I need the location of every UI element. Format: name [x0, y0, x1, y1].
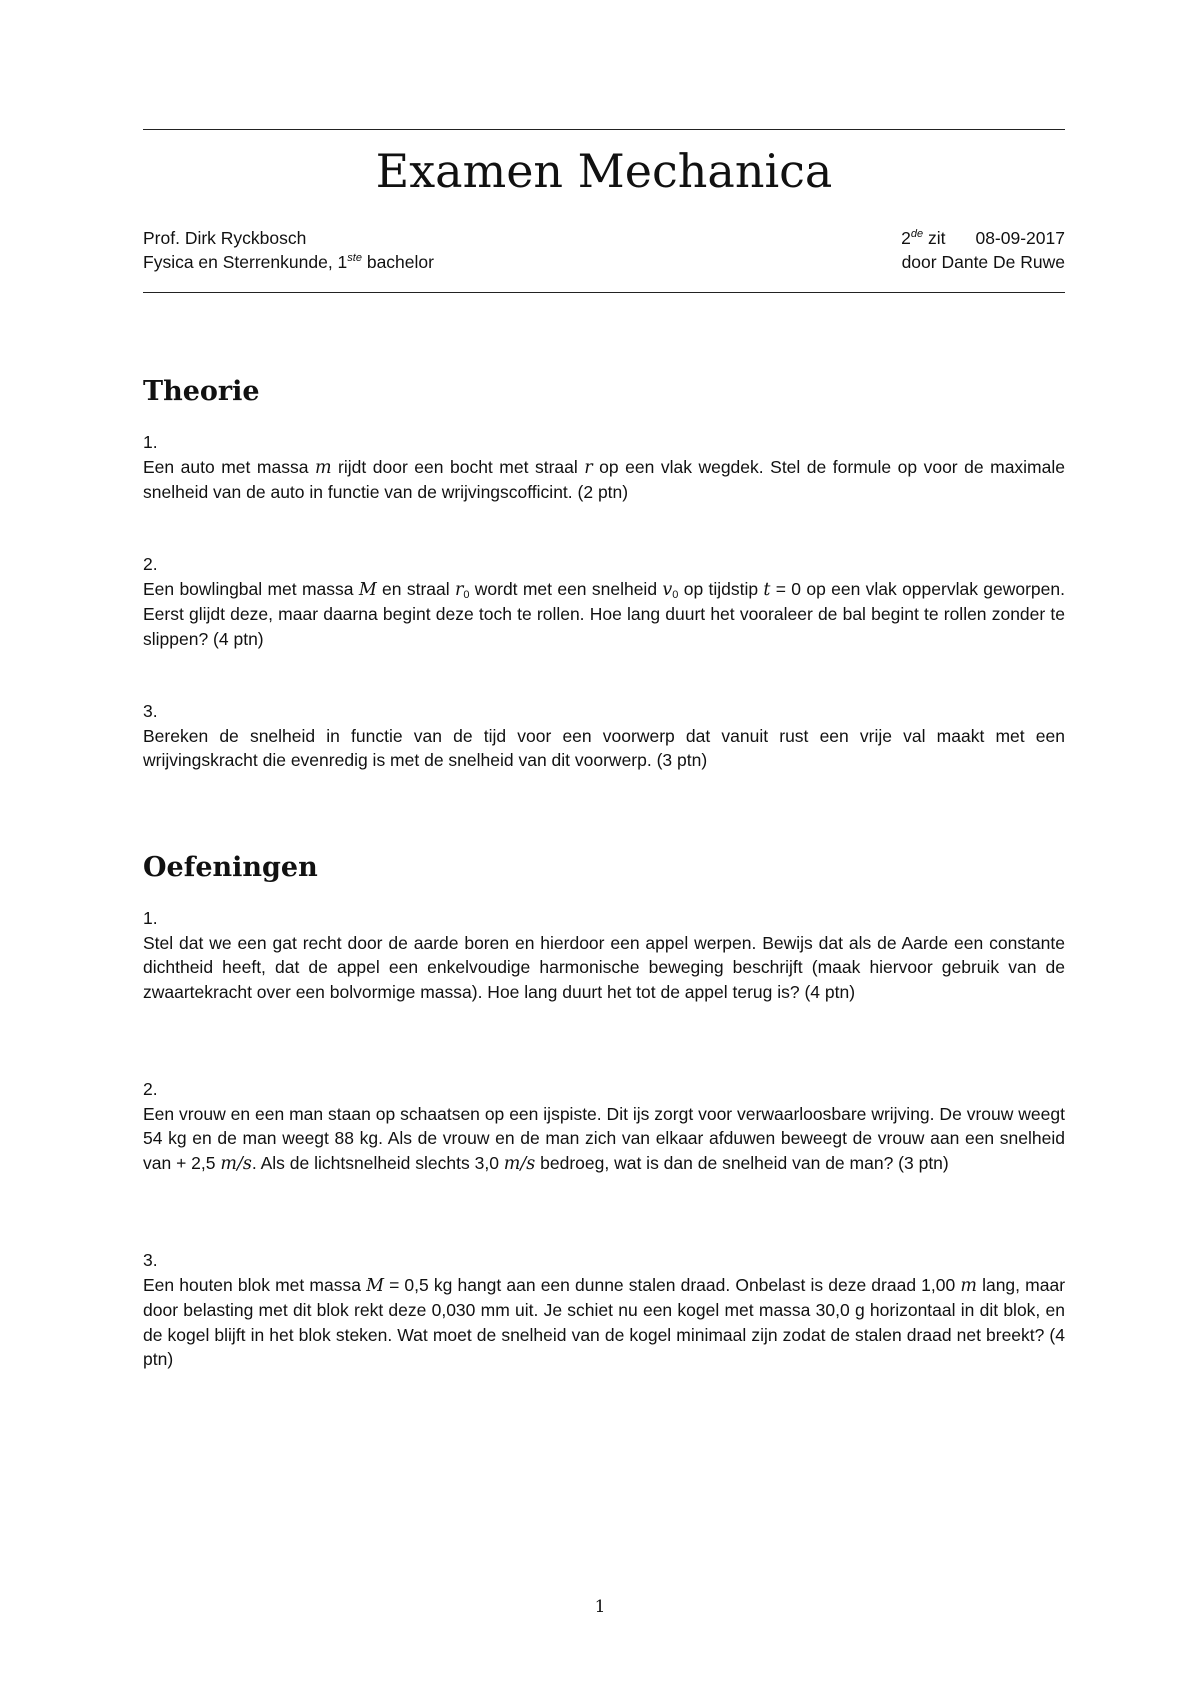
program-prefix: Fysica en Sterrenkunde, 1	[143, 252, 348, 272]
question-text: Een bowlingbal met massa M en straal $r_0$ wordt met een snelheid $v_0$ op tijdstip t = 0 op een vlak oppervlak geworpen. Eerst glijdt deze, maar daarna begint deze toch te rollen. Hoe lang duurt het vooraleer de bal begint te rollen zonder te slippen? (4 ptn)	[143, 578, 1065, 649]
page-title: Examen Mechanica	[375, 144, 833, 198]
header-bottom-rule	[143, 292, 1065, 293]
theory-question-3	[143, 699, 1065, 773]
question-number: 2.	[143, 554, 158, 574]
question-text: Een vrouw en een man staan op schaatsen op een ijspiste. Dit ijs zorgt voor verwaarloosbare wrijving. De vrouw weegt 54 kg en de man weegt 88 kg. Als de vrouw en de man zich van elkaar afduwen beweegt de vrouw aan een snelheid van + 2,5 m/s. Als de lichtsnelheid slechts 3,0 m/s bedroeg, wat is dan de snelheid van de man? (3 ptn)	[143, 1103, 1065, 1174]
author-name: door Dante De Ruwe	[901, 252, 1065, 272]
question-number: 3.	[143, 701, 158, 721]
theory-question-2	[143, 552, 1065, 651]
session-info	[901, 226, 1065, 251]
question-number: 1.	[143, 908, 158, 928]
exercise-question-1	[143, 906, 1065, 1004]
question-text: Een houten blok met massa M = 0,5 kg hangt aan een dunne stalen draad. Onbelast is deze draad 1,00 m lang, maar door belasting met dit blok rekt deze 0,030 mm uit. Je schiet nu een kogel met massa 30,0 g horizontaal in dit blok, en de kogel blijft in het blok steken. Wat moet de snelheid van de kogel minimaal zijn zodat de stalen draad net breekt? (4 ptn)	[143, 1274, 1066, 1369]
header-top-rule	[143, 129, 1065, 130]
professor-name: Prof. Dirk Ryckbosch	[143, 228, 307, 248]
exam-date: 08-09-2017	[975, 228, 1065, 248]
section-title-exercises: Oefeningen	[143, 852, 318, 883]
exercise-question-2	[143, 1077, 1065, 1176]
session-label: zit	[923, 228, 946, 248]
exercise-question-3	[143, 1248, 1065, 1372]
program-year-sup: ste	[347, 252, 362, 264]
question-number: 2.	[143, 1079, 158, 1099]
question-number: 3.	[143, 1250, 158, 1270]
session-number: 2	[901, 228, 911, 248]
question-text: Een auto met massa m rijdt door een bocht met straal r op een vlak wegdek. Stel de formule op voor de maximale snelheid van de auto in functie van de wrijvingscofficint. (2 ptn)	[143, 456, 1065, 502]
program-suffix: bachelor	[361, 252, 434, 272]
section-title-theory: Theorie	[143, 376, 260, 407]
program-info	[143, 250, 434, 275]
question-text: Stel dat we een gat recht door de aarde boren en hierdoor een appel werpen. Bewijs dat als de Aarde een constante dichtheid heeft, dat de appel een enkelvoudige harmonische beweging beschrijft (maak hiervoor gebruik van de zwaartekracht over een bolvormige massa). Hoe lang duurt het tot de appel terug is? (4 ptn)	[143, 932, 1065, 1002]
page-number: 1	[594, 1597, 606, 1617]
session-suffix-sup: de	[910, 228, 924, 240]
question-number: 1.	[143, 432, 158, 452]
question-text: Bereken de snelheid in functie van de tijd voor een voorwerp dat vanuit rust een vrije val maakt met een wrijvingskracht die evenredig is met de snelheid van dit voorwerp. (3 ptn)	[143, 725, 1065, 770]
theory-question-1	[143, 430, 1065, 505]
